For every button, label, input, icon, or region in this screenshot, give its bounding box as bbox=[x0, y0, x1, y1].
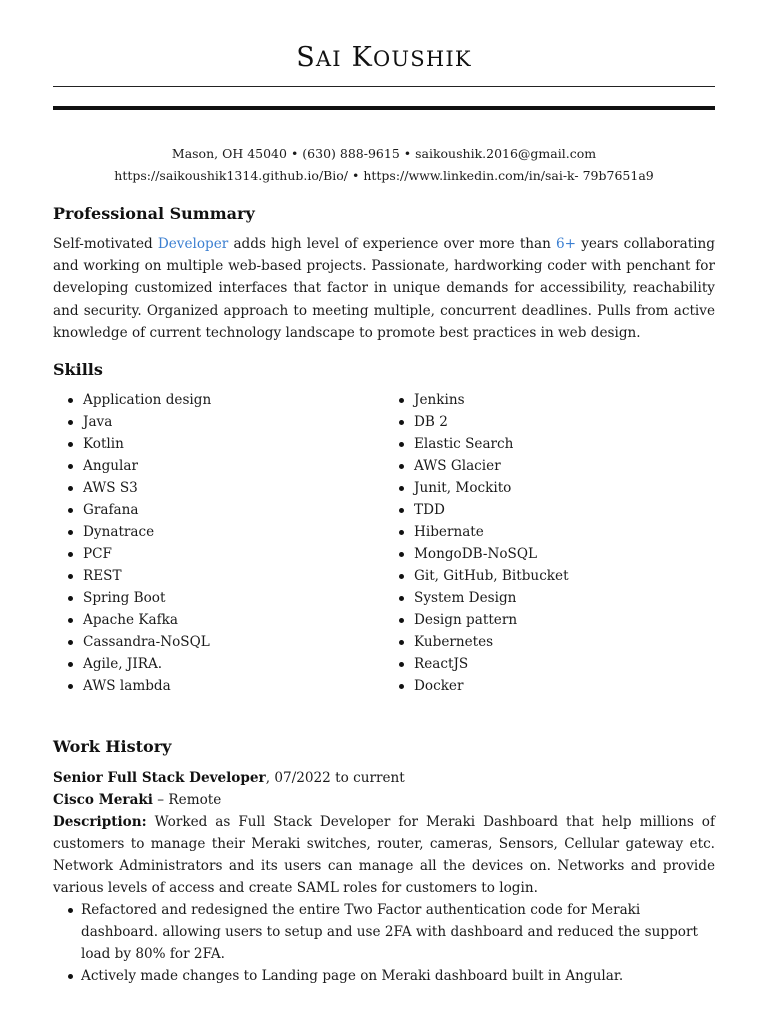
job-title-line bbox=[53, 767, 715, 789]
skill-item bbox=[66, 477, 211, 499]
skill-item-text: REST bbox=[83, 568, 122, 584]
skill-item bbox=[397, 433, 569, 455]
skill-item bbox=[397, 543, 569, 565]
skill-item-text: Git, GitHub, Bitbucket bbox=[414, 568, 569, 584]
skill-item-text: Junit, Mockito bbox=[414, 480, 512, 496]
summary-heading: Professional Summary bbox=[53, 204, 255, 223]
job-company-line bbox=[53, 789, 715, 811]
skill-item bbox=[397, 565, 569, 587]
bullet-icon bbox=[68, 398, 73, 403]
skills-column-2 bbox=[397, 389, 569, 697]
skill-item-text: Dynatrace bbox=[83, 524, 155, 540]
bullet-icon bbox=[68, 618, 73, 623]
work-history-heading: Work History bbox=[53, 737, 172, 756]
summary-highlight-years: 6+ bbox=[556, 236, 577, 252]
skill-item bbox=[66, 609, 211, 631]
skill-item bbox=[66, 411, 211, 433]
skill-item-text: Elastic Search bbox=[414, 436, 514, 452]
skill-item-text: AWS Glacier bbox=[414, 458, 501, 474]
bullet-icon bbox=[399, 398, 404, 403]
bullet-icon bbox=[399, 442, 404, 447]
skill-item bbox=[397, 499, 569, 521]
job-location: – Remote bbox=[152, 792, 222, 808]
bullet-icon bbox=[68, 684, 73, 689]
skill-item-text: System Design bbox=[414, 590, 517, 606]
skill-item-text: Kotlin bbox=[83, 436, 124, 452]
bullet-icon bbox=[399, 552, 404, 557]
skill-item bbox=[66, 433, 211, 455]
bullet-icon bbox=[68, 420, 73, 425]
skill-item-text: Spring Boot bbox=[83, 590, 166, 606]
skill-item bbox=[397, 653, 569, 675]
skill-item-text: PCF bbox=[83, 546, 112, 562]
job-entry bbox=[53, 767, 715, 987]
bullet-icon bbox=[68, 640, 73, 645]
skill-item-text: Application design bbox=[83, 392, 212, 408]
skill-item bbox=[66, 521, 211, 543]
bullet-icon bbox=[399, 618, 404, 623]
bullet-icon bbox=[68, 596, 73, 601]
skill-item bbox=[397, 411, 569, 433]
skill-item bbox=[66, 389, 211, 411]
skill-item-text: Jenkins bbox=[414, 392, 465, 408]
skill-item bbox=[66, 455, 211, 477]
skill-item-text: Apache Kafka bbox=[83, 612, 178, 628]
skill-item bbox=[66, 675, 211, 697]
job-dates: , 07/2022 to current bbox=[265, 770, 405, 786]
bullet-icon bbox=[399, 530, 404, 535]
skills-column-1 bbox=[66, 389, 211, 697]
skill-item-text: Java bbox=[83, 414, 113, 430]
skill-item-text: Grafana bbox=[83, 502, 139, 518]
job-bullet-text: Refactored and redesigned the entire Two Factor authentication code for Meraki dashboard. allowing users to setup and use 2FA with dashboard and reduced the support load by 80% for 2FA. bbox=[81, 902, 698, 962]
bullet-icon bbox=[68, 974, 73, 979]
skill-item bbox=[397, 675, 569, 697]
bullet-icon bbox=[399, 684, 404, 689]
skill-item bbox=[397, 389, 569, 411]
bullet-icon bbox=[68, 574, 73, 579]
bullet-icon bbox=[399, 420, 404, 425]
skill-item bbox=[66, 543, 211, 565]
skill-item bbox=[66, 653, 211, 675]
skill-item bbox=[397, 455, 569, 477]
job-description: Description: Worked as Full Stack Developer for Meraki Dashboard that help millions of customers to manage their Meraki switches, router, cameras, Sensors, Cellular gateway etc. Network Administrators and its users can manage all the devices on. Networks and provide various levels of access and create SAML roles for customers to login. bbox=[53, 814, 715, 896]
skill-item-text: AWS S3 bbox=[83, 480, 138, 496]
job-bullet-text: Actively made changes to Landing page on Meraki dashboard built in Angular. bbox=[81, 968, 624, 984]
bullet-icon bbox=[399, 508, 404, 513]
bullet-icon bbox=[399, 486, 404, 491]
skill-item bbox=[397, 521, 569, 543]
header-rule-thick bbox=[53, 106, 715, 110]
contact-line-address: Mason, OH 45040 • (630) 888-9615 • saikoushik.2016@gmail.com bbox=[171, 146, 597, 161]
skill-item bbox=[397, 587, 569, 609]
bullet-icon bbox=[68, 662, 73, 667]
skill-item-text: Agile, JIRA. bbox=[83, 656, 163, 672]
skill-item-text: TDD bbox=[414, 502, 445, 518]
skills-heading: Skills bbox=[53, 360, 103, 379]
bullet-icon bbox=[68, 530, 73, 535]
skill-item bbox=[66, 587, 211, 609]
bullet-icon bbox=[68, 508, 73, 513]
skill-item bbox=[66, 499, 211, 521]
bullet-icon bbox=[399, 464, 404, 469]
skill-item-text: Design pattern bbox=[414, 612, 518, 628]
job-bullet bbox=[53, 965, 715, 987]
header-rule-thin bbox=[53, 86, 715, 87]
bullet-icon bbox=[68, 464, 73, 469]
job-bullets bbox=[53, 899, 715, 987]
skill-item bbox=[397, 609, 569, 631]
bullet-icon bbox=[399, 596, 404, 601]
job-role: Senior Full Stack Developer bbox=[53, 770, 266, 786]
job-description-label: Description: bbox=[53, 814, 147, 830]
bullet-icon bbox=[68, 442, 73, 447]
skill-item-text: ReactJS bbox=[414, 656, 469, 672]
bullet-icon bbox=[399, 662, 404, 667]
skill-item bbox=[397, 631, 569, 653]
contact-line-links: https://saikoushik1314.github.io/Bio/ • https://www.linkedin.com/in/sai-k- 79b7651a9 bbox=[114, 168, 654, 183]
bullet-icon bbox=[68, 908, 73, 913]
bullet-icon bbox=[399, 640, 404, 645]
bullet-icon bbox=[399, 574, 404, 579]
job-bullet bbox=[53, 899, 715, 965]
skill-item-text: Cassandra-NoSQL bbox=[83, 634, 210, 650]
skill-item bbox=[66, 631, 211, 653]
skill-item-text: AWS lambda bbox=[83, 678, 171, 694]
skill-item-text: Docker bbox=[414, 678, 464, 694]
job-company: Cisco Meraki bbox=[53, 792, 153, 808]
skill-item-text: MongoDB-NoSQL bbox=[414, 546, 538, 562]
bullet-icon bbox=[68, 486, 73, 491]
candidate-name: SAI KOUSHIK bbox=[296, 42, 472, 73]
bullet-icon bbox=[68, 552, 73, 557]
summary-highlight-role: Developer bbox=[157, 236, 229, 252]
skill-item-text: DB 2 bbox=[414, 414, 448, 430]
skill-item-text: Hibernate bbox=[414, 524, 484, 540]
skill-item bbox=[397, 477, 569, 499]
skill-item-text: Angular bbox=[83, 458, 138, 474]
skill-item-text: Kubernetes bbox=[414, 634, 494, 650]
summary-paragraph: Self-motivated Developer adds high level of experience over more than 6+ years collaborating and working on multiple web-based projects. Passionate, hardworking coder with penchant for developing customized interfaces that factor in unique demands for accessibility, reachability and security. Organized approach to meeting multiple, concurrent deadlines. Pulls from active knowledge of current technology landscape to promote best practices in web design. bbox=[53, 236, 715, 341]
skill-item bbox=[66, 565, 211, 587]
